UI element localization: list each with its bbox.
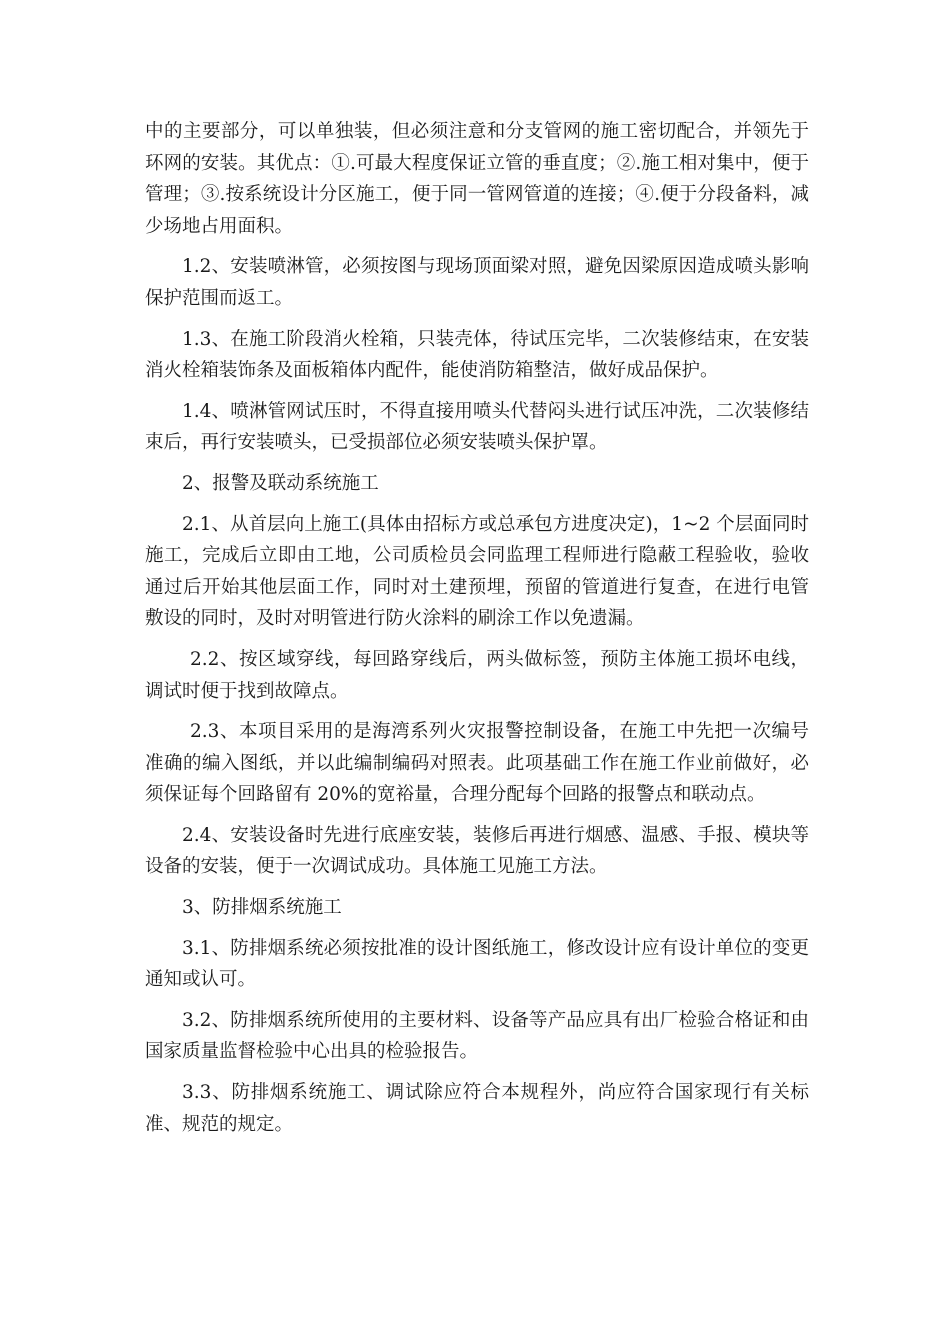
paragraph-1-2: 1.2、安装喷淋管，必须按图与现场顶面梁对照，避免因梁原因造成喷头影响保护范围而返工。	[145, 256, 809, 309]
paragraph-3-2: 3.2、防排烟系统所使用的主要材料、设备等产品应具有出厂检验合格证和由国家质量监督检验中心出具的检验报告。	[145, 1009, 809, 1063]
paragraph-2-2: 2.2、按区域穿线，每回路穿线后，两头做标签，预防主体施工损坏电线，调试时便于找到故障点。	[145, 648, 809, 702]
paragraph-1-4: 1.4、喷淋管网试压时，不得直接用喷头代替闷头进行试压冲洗，二次装修结束后，再行安装喷头，已受损部位必须安装喷头保护罩。	[145, 400, 809, 454]
paragraph-2-1: 2.1、从首层向上施工(具体由招标方或总承包方进度决定)，1~2 个层面同时施工，完成后立即由工地，公司质检员会同监理工程师进行隐蔽工程验收，验收通过后开始其他层面工作，同时对土建预埋，预留的管道进行复查，在进行电管敷设的同时，及时对明管进行防火涂料的刷涂工作以免遗漏。	[145, 513, 809, 630]
document-body	[145, 116, 809, 1149]
paragraph-continuation: 中的主要部分，可以单独装，但必须注意和分支管网的施工密切配合，并领先于环网的安装。其优点：①.可最大程度保证立管的垂直度；②.施工相对集中，便于管理；③.按系统设计分区施工，便于同一管网管道的连接；④.便于分段备料，减少场地占用面积。	[145, 121, 809, 237]
paragraph-1-3: 1.3、在施工阶段消火栓箱，只装壳体，待试压完毕，二次装修结束，在安装消火栓箱装饰条及面板箱体内配件，能使消防箱整洁，做好成品保护。	[145, 328, 809, 382]
paragraph-2-4: 2.4、安装设备时先进行底座安装，装修后再进行烟感、温感、手报、模块等设备的安装，便于一次调试成功。具体施工见施工方法。	[145, 824, 809, 878]
section-heading-2: 2、报警及联动系统施工	[182, 472, 379, 494]
paragraph-2-3: 2.3、本项目采用的是海湾系列火灾报警控制设备，在施工中先把一次编号准确的编入图纸，并以此编制编码对照表。此项基础工作在施工作业前做好，必须保证每个回路留有 20%的宽裕量，合理分配每个回路的报警点和联动点。	[145, 721, 809, 806]
paragraph-3-3: 3.3、防排烟系统施工、调试除应符合本规程外，尚应符合国家现行有关标准、规范的规定。	[145, 1082, 809, 1135]
section-heading-3: 3、防排烟系统施工	[182, 897, 342, 919]
paragraph-3-1: 3.1、防排烟系统必须按批准的设计图纸施工，修改设计应有设计单位的变更通知或认可。	[145, 937, 809, 991]
